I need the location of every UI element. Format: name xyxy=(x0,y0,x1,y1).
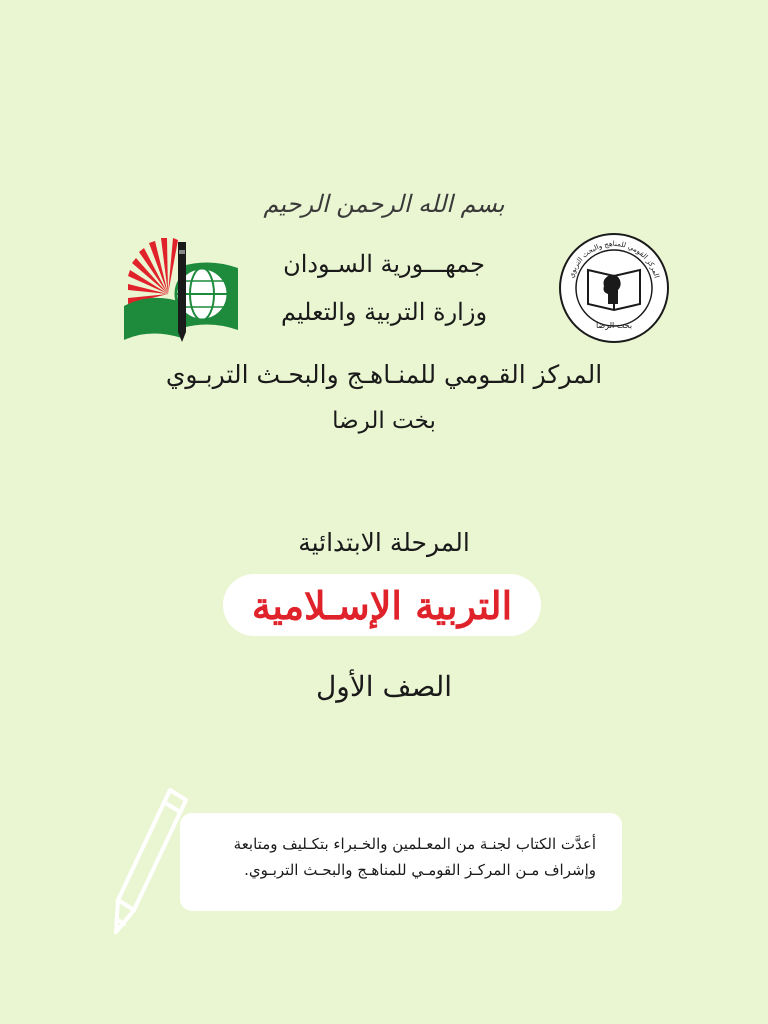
country-name: جمهـــورية السـودان xyxy=(283,250,485,278)
note-line-2: وإشراف مـن المركـز القومـي للمناهـج والبحـث التربـوي. xyxy=(244,861,596,879)
stage-label: المرحلة الابتدائية xyxy=(298,528,470,557)
book-title-pill xyxy=(223,574,541,636)
pencil-icon xyxy=(104,786,190,938)
book-title: التربية الإسـلامية xyxy=(251,582,513,628)
center-seal xyxy=(558,232,670,344)
seal-ring-text: المركز القومي للمناهج والبحث التربوي xyxy=(567,239,661,279)
seal-bottom-text: بخت الرضا xyxy=(595,321,633,330)
authors-note xyxy=(180,813,622,911)
center-name: المركز القـومي للمنـاهـج والبحـث التربـوي xyxy=(165,360,603,389)
basmala: بسم الله الرحمن الرحيم xyxy=(263,190,505,218)
note-line-1: أعدَّت الكتاب لجنـة من المعـلمين والخـبراء بتكـليف ومتابعة xyxy=(233,835,596,853)
city-name: بخت الرضا xyxy=(332,408,436,434)
grade-label: الصف الأول xyxy=(315,670,453,703)
ministry-name: وزارة التربية والتعليم xyxy=(280,298,488,326)
